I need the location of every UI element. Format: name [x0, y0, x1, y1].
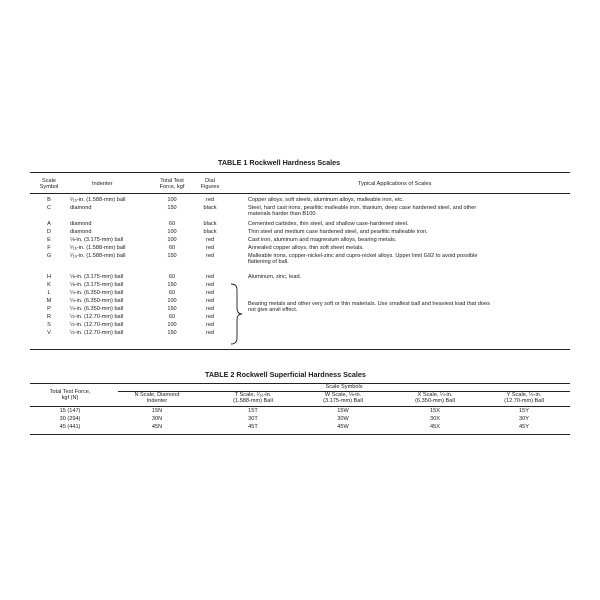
table2-cell-force: 30 (294): [59, 416, 81, 422]
table1-cell-symbol: K: [47, 282, 51, 288]
table1-cell-force: 150: [167, 330, 177, 336]
table1-cell-application: [248, 253, 568, 266]
table1-cell-symbol: E: [47, 237, 51, 243]
table1-cell-indenter: ½-in. (12.70-mm) ball: [70, 314, 124, 320]
table1-cell-symbol: V: [47, 330, 51, 336]
table1-application-line: materials harder than B100.: [248, 211, 318, 218]
table2-header-column: [480, 392, 568, 405]
table1-cell-symbol: M: [46, 298, 52, 304]
table2-cell-scale: 30T: [248, 416, 258, 422]
table1-cell-symbol: D: [46, 229, 52, 235]
table2-header-column: [210, 392, 296, 405]
table1-cell-dial: red: [205, 245, 215, 251]
table1-cell-indenter: ½-in. (12.70-mm) ball: [70, 330, 124, 336]
table2-header-column: [300, 392, 386, 405]
table1-cell-indenter: ¼-in. (6.350-mm) ball: [70, 306, 124, 312]
table2-cell-scale: 45T: [248, 424, 258, 430]
table1-application-line: Cemented carbides, thin steel, and shallow case-hardened steel.: [248, 221, 409, 227]
table2-cell-scale: 15X: [430, 408, 440, 414]
table1-cell-dial: red: [205, 314, 215, 320]
table2-header-rule: [30, 406, 570, 407]
table1-cell-force: 100: [167, 197, 177, 203]
table1-cell-symbol: A: [47, 221, 51, 227]
table2-header-column: [390, 392, 480, 405]
table1-cell-dial: red: [205, 290, 215, 296]
table2-header-force: Total Test Force, kgf (N): [49, 389, 91, 402]
table1-cell-symbol: L: [47, 290, 51, 296]
table2-title: TABLE 2 Rockwell Superficial Hardness Scales: [205, 370, 366, 379]
table1-cell-indenter: ¹⁄₁₆-in. (1.588-mm) ball: [70, 245, 126, 251]
table1-application-line: Aluminum, zinc, lead.: [248, 274, 302, 280]
table2-header-line: (6.350-mm) Ball: [415, 398, 455, 405]
table1-cell-application: [248, 237, 568, 243]
table1-cell-symbol: P: [47, 306, 51, 312]
table1-cell-symbol: S: [47, 322, 51, 328]
table1-cell-indenter: ¹⁄₁₆-in. (1.588-mm) ball: [70, 253, 126, 259]
table2-cell-scale: 45W: [337, 424, 349, 430]
table1-cell-application: [248, 197, 568, 203]
table1-cell-application: [248, 205, 568, 218]
table1-cell-force: 100: [167, 237, 177, 243]
table1-header-force: Total Test Force, kgf: [159, 178, 185, 191]
table2-cell-scale: 15W: [337, 408, 349, 414]
table1-cell-indenter: ½-in. (12.70-mm) ball: [70, 322, 124, 328]
table2-cell-force: 15 (147): [59, 408, 81, 414]
table1-group-brace: [229, 283, 243, 345]
table1-application-line: Thin steel and medium case hardened steel, and pearlitic malleable iron.: [248, 229, 428, 235]
table1-cell-force: 60: [168, 274, 176, 280]
table1-cell-application: [248, 229, 568, 235]
table1-cell-dial: red: [205, 330, 215, 336]
table2-header-line: (3.175-mm) Ball: [323, 398, 363, 405]
table1-top-rule: [30, 172, 570, 173]
table1-cell-application: [248, 245, 568, 251]
table2-cell-scale: 30W: [337, 416, 349, 422]
table1-cell-symbol: C: [46, 205, 52, 211]
table1-cell-symbol: F: [47, 245, 51, 251]
table1-header-dial: Dial Figures: [200, 178, 220, 191]
table1-application-line: flattening of ball.: [248, 259, 289, 266]
table1-cell-symbol: B: [47, 197, 51, 203]
table1-cell-dial: black: [203, 221, 217, 227]
table1-title: TABLE 1 Rockwell Hardness Scales: [218, 158, 341, 167]
table1-cell-force: 60: [168, 245, 176, 251]
table1-cell-dial: red: [205, 282, 215, 288]
table2-cell-scale: 45Y: [519, 424, 529, 430]
table1-cell-indenter: diamond: [70, 229, 92, 235]
table2-header-line: (1.588-mm) Ball: [233, 398, 273, 405]
table1-cell-force: 60: [168, 221, 176, 227]
table1-cell-symbol: R: [46, 314, 52, 320]
table1-cell-dial: red: [205, 298, 215, 304]
table1-cell-indenter: ⅛-in. (3.175-mm) ball: [70, 274, 124, 280]
table2-header-group: Scale Symbols: [325, 384, 363, 390]
table1-cell-force: 150: [167, 205, 177, 211]
table1-bottom-rule: [30, 349, 570, 350]
table2-cell-force: 45 (441): [59, 424, 81, 430]
table2-cell-scale: 15N: [151, 408, 163, 414]
table2-header-line: Y Scale, ½-in.: [506, 392, 542, 398]
table1-cell-dial: black: [203, 205, 217, 211]
table2-header-line: W Scale, ⅛-in.: [324, 392, 362, 398]
table1-cell-indenter: ⅛-in. (3.175-mm) ball: [70, 237, 124, 243]
table1-header-rule: [30, 193, 570, 194]
table2-cell-scale: 45X: [430, 424, 440, 430]
table2-header-line: T Scale, ¹⁄₁₆-in.: [234, 392, 272, 398]
table2-cell-scale: 30X: [430, 416, 440, 422]
table2-header-line: X Scale, ¼-in.: [417, 392, 453, 398]
table1-cell-indenter: ¼-in. (6.350-mm) ball: [70, 290, 124, 296]
table1-cell-dial: red: [205, 197, 215, 203]
table1-cell-force: 100: [167, 229, 177, 235]
table2-cell-scale: 15T: [248, 408, 258, 414]
table2-cell-scale: 45N: [151, 424, 163, 430]
table1-cell-dial: red: [205, 274, 215, 280]
table1-cell-force: 100: [167, 298, 177, 304]
table1-application-line: Cast iron, aluminum and magnesium alloys, bearing metals.: [248, 237, 397, 243]
table1-cell-force: 150: [167, 282, 177, 288]
table1-cell-dial: black: [203, 229, 217, 235]
table1-cell-force: 150: [167, 306, 177, 312]
table1-application-line: Annealed copper alloys, thin soft sheet metals.: [248, 245, 364, 251]
table1-application-line: Copper alloys, soft steels, aluminum alloys, malleable iron, etc.: [248, 197, 404, 203]
table1-cell-dial: red: [205, 253, 215, 259]
table2-header-line: Indenter: [146, 398, 168, 405]
table1-cell-indenter: diamond: [70, 205, 92, 211]
table1-cell-dial: red: [205, 237, 215, 243]
table1-header-scale: Scale Symbol: [39, 178, 59, 191]
table1-cell-indenter: ¼-in. (6.350-mm) ball: [70, 298, 124, 304]
table1-cell-dial: red: [205, 322, 215, 328]
table2-header-line: N Scale, Diamond: [134, 392, 180, 398]
table1-cell-indenter: ¹⁄₁₆-in. (1.588-mm) ball: [70, 197, 126, 203]
table2-cell-scale: 30Y: [519, 416, 529, 422]
table1-cell-indenter: diamond: [70, 221, 92, 227]
table1-cell-symbol: H: [46, 274, 52, 280]
table1-cell-force: 60: [168, 314, 176, 320]
table1-cell-symbol: G: [46, 253, 52, 259]
table1-group-note: Bearing metals and other very soft or thin materials. Use smallest ball and heaviest load that does not give anvil effect.: [248, 301, 490, 314]
table2-cell-scale: 15Y: [519, 408, 529, 414]
table2-bottom-rule: [30, 434, 570, 435]
table2-header-line: (12.70-mm) Ball: [504, 398, 544, 405]
table1-cell-dial: red: [205, 306, 215, 312]
table1-cell-force: 150: [167, 253, 177, 259]
table1-application-line: Steel, hard cast irons, pearlitic malleable iron, titanium, deep case hardened steel, and other: [248, 205, 477, 211]
table1-header-applications: Typical Applications of Scales: [358, 181, 432, 187]
table1-cell-force: 100: [167, 322, 177, 328]
table1-cell-application: [248, 221, 568, 227]
table1-cell-force: 60: [168, 290, 176, 296]
table2-cell-scale: 30N: [151, 416, 163, 422]
table1-cell-application: [248, 274, 568, 280]
table1-application-line: Malleable irons, copper-nickel-zinc and cupro-nickel alloys. Upper limit G92 to avoid possible: [248, 253, 478, 259]
table1-cell-indenter: ⅛-in. (3.175-mm) ball: [70, 282, 124, 288]
table1-header-indenter: Indenter: [92, 181, 113, 187]
table2-header-column: [118, 392, 196, 405]
